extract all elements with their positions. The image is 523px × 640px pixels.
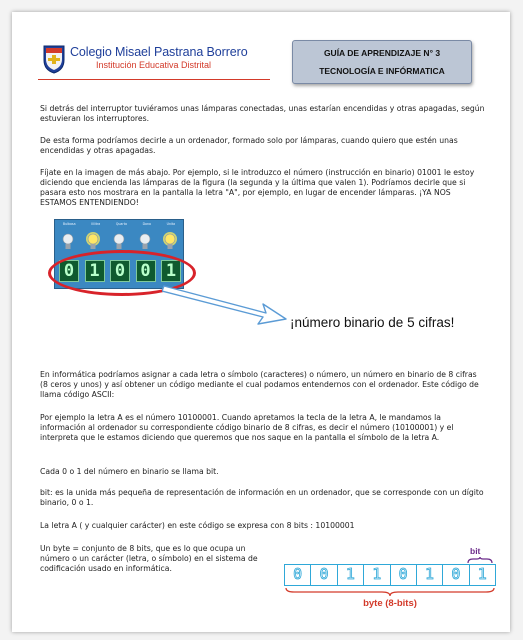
bit-cell: 0 bbox=[391, 565, 417, 585]
bit-brace-icon bbox=[467, 557, 493, 564]
school-crest-icon bbox=[42, 44, 66, 74]
bulb-row bbox=[55, 232, 183, 252]
bit-cell: 0 bbox=[443, 565, 469, 585]
binary-digit: 0 bbox=[110, 260, 130, 282]
paragraph: Cada 0 o 1 del número en binario se llama bit. bbox=[40, 467, 219, 476]
bit-cell: 0 bbox=[311, 565, 337, 585]
guide-title: GUÍA DE APRENDIZAJE N° 3 bbox=[323, 48, 441, 58]
bit-cell: 1 bbox=[417, 565, 443, 585]
paragraph: Un byte = conjunto de 8 bits, que es lo que ocupa un número o un carácter (letra, o símbolo) en el sistema de codificación usado en informática. bbox=[40, 544, 258, 573]
lightbulb-icon bbox=[137, 232, 153, 252]
bit-cell: 1 bbox=[364, 565, 390, 585]
school-name: Colegio Misael Pastrana Borrero bbox=[70, 45, 248, 59]
lightbulb-icon bbox=[60, 232, 76, 252]
bulb-label: Bulbasa bbox=[62, 222, 76, 226]
bulb-label: Dona bbox=[142, 222, 151, 226]
byte-label: byte (8-bits) bbox=[363, 598, 417, 609]
lightbulb-icon bbox=[162, 232, 178, 252]
paragraph: De esta forma podríamos decirle a un ordenador, formado solo por lámparas, cuando quiero que estén unas encendidas y otras apagadas. bbox=[40, 136, 458, 155]
lightbulb-icon bbox=[85, 232, 101, 252]
binary-digit: 1 bbox=[85, 260, 105, 282]
guide-subject: TECNOLOGÍA E INFÓRMATICA bbox=[319, 66, 445, 76]
header-divider bbox=[38, 79, 270, 80]
bulb-label: Quarta bbox=[115, 222, 127, 226]
bit-cell: 1 bbox=[338, 565, 364, 585]
school-subtitle: Institución Educativa Distrital bbox=[96, 60, 212, 70]
paragraph: Si detrás del interruptor tuviéramos unas lámparas conectadas, unas estarían encendidas y otras apagadas, según estuvieran los interruptores. bbox=[40, 104, 485, 123]
binary-digit: 1 bbox=[161, 260, 181, 282]
lightbulb-icon bbox=[111, 232, 127, 252]
binary-digit: 0 bbox=[136, 260, 156, 282]
bulb-label: Unita bbox=[166, 222, 176, 226]
byte-brace-icon bbox=[284, 587, 496, 597]
paragraph: La letra A ( y cualquier carácter) en este código se expresa con 8 bits : 10100001 bbox=[40, 521, 355, 530]
binary-digit: 0 bbox=[59, 260, 79, 282]
bit-label: bit bbox=[470, 546, 481, 556]
binary-caption: ¡número binario de 5 cifras! bbox=[290, 315, 455, 330]
bit-row bbox=[284, 564, 496, 586]
bit-cell: 1 bbox=[477, 565, 487, 583]
document-page bbox=[12, 12, 510, 632]
bit-cell: 0 bbox=[285, 565, 311, 585]
paragraph: En informática podríamos asignar a cada letra o símbolo (caracteres) o número, un número en binario de 8 cifras (8 ceros y unos) y así obtener un código mediante el cual podamos entendernos con el ordenador. Este código de llama código ASCII: bbox=[40, 370, 479, 399]
arrow-icon bbox=[162, 282, 292, 327]
bulb-label: Illlitra bbox=[91, 222, 101, 226]
guide-title-box bbox=[292, 40, 472, 84]
paragraph: Por ejemplo la letra A es el número 10100001. Cuando apretamos la tecla de la letra A, le mandamos la información al ordenador su correspondiente código binario de 8 cifras, es decir el número (10100001) y el interpreta que le estamos diciendo que queremos que nos saque en la pantalla el símbolo de la letra A. bbox=[40, 413, 454, 442]
byte-diagram bbox=[284, 546, 496, 616]
bulb-label-row bbox=[55, 222, 183, 226]
paragraph: Fíjate en la imagen de más abajo. Por ejemplo, si le introduzco el número (instrucción en binario) 01001 le estoy diciendo que encienda las lámparas de la figura (la segunda y la última que valen 1). Podríamos decirle que si pasara esto nos mostrara en la pantalla la letra "A", por ejemplo, en lugar de encender lámparas. ¡YA NOS ESTAMOS ENTENDIENDO! bbox=[40, 168, 475, 207]
paragraph: bit: es la unida más pequeña de representación de información en un ordenador, que se corresponde con un dígito binario, 0 o 1. bbox=[40, 488, 484, 507]
